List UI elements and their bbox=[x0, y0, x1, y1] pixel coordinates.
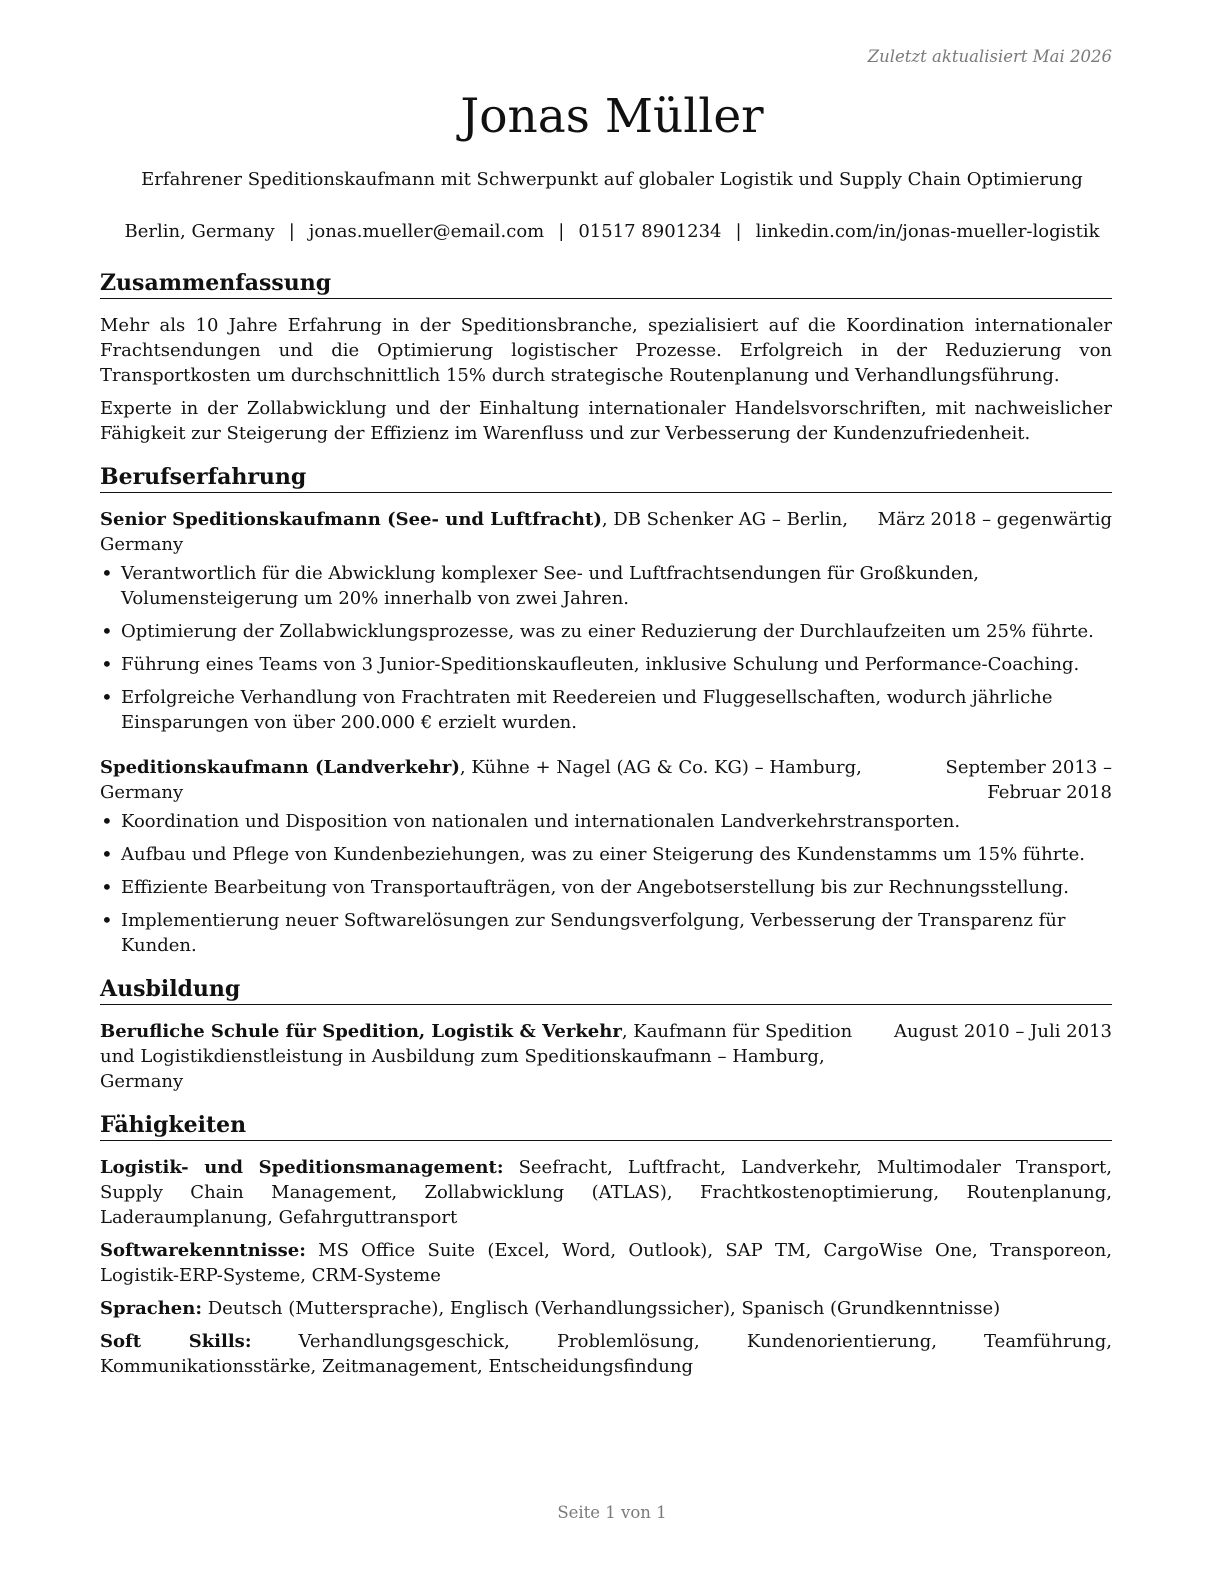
skill-group bbox=[100, 1155, 1112, 1230]
contact-linkedin[interactable]: linkedin.com/in/jonas-mueller-logistik bbox=[755, 221, 1100, 242]
job-bullet: • Führung eines Teams von 3 Junior-Speditionskaufleuten, inklusive Schulung und Performance-Coaching. bbox=[100, 652, 1112, 677]
contact-separator: | bbox=[288, 221, 295, 242]
job-bullet: • Effiziente Bearbeitung von Transportaufträgen, von der Angebotserstellung bis zur Rechnungsstellung. bbox=[100, 875, 1112, 900]
contact-separator: | bbox=[735, 221, 742, 242]
contact-email[interactable]: jonas.mueller@email.com bbox=[308, 221, 545, 242]
education-school: Berufliche Schule für Spedition, Logistik & Verkehr bbox=[100, 1021, 622, 1042]
skill-group-text: MS Office Suite (Excel, Word, Outlook), SAP TM, CargoWise One, Transporeon, Logistik-ERP-Systeme, CRM-Systeme bbox=[100, 1240, 1112, 1286]
last-updated-note: Zuletzt aktualisiert Mai 2026 bbox=[867, 47, 1112, 66]
summary-section bbox=[100, 268, 1112, 446]
skill-group-label: Softwarekenntnisse: bbox=[100, 1240, 306, 1261]
education-entry bbox=[100, 1019, 1112, 1094]
job-company: , Kühne + Nagel (AG & Co. KG) – Hamburg, Germany bbox=[100, 757, 862, 803]
job-bullet: • Optimierung der Zollabwicklungsprozesse, was zu einer Reduzierung der Durchlaufzeiten um 25% führte. bbox=[100, 619, 1112, 644]
skill-group-text: Deutsch (Muttersprache), Englisch (Verhandlungssicher), Spanisch (Grundkenntnisse) bbox=[201, 1298, 1001, 1319]
job-bullet: • Aufbau und Pflege von Kundenbeziehungen, was zu einer Steigerung des Kundenstamms um 15% führte. bbox=[100, 842, 1112, 867]
job-dates: September 2013 – Februar 2018 bbox=[945, 757, 1112, 803]
skill-group-text: Verhandlungsgeschick, Problemlösung, Kundenorientierung, Teamführung, Kommunikationsstärke, Zeitmanagement, Entscheidungsfindung bbox=[100, 1331, 1112, 1377]
job-bullet: • Erfolgreiche Verhandlung von Frachtraten mit Reedereien und Fluggesellschaften, wodurch jährliche Einsparungen von über 200.000 € erzielt wurden. bbox=[100, 685, 1112, 735]
job-bullet: • Verantwortlich für die Abwicklung komplexer See- und Luftfrachtsendungen für Großkunden, Volumensteigerung um 20% innerhalb von zwei Jahren. bbox=[100, 561, 1112, 611]
skill-group-label: Soft Skills: bbox=[100, 1331, 252, 1352]
resume-body bbox=[100, 268, 1112, 1387]
skill-group-label: Sprachen: bbox=[100, 1298, 202, 1319]
candidate-name: Jonas Müller bbox=[460, 89, 764, 144]
contact-phone: 01517 8901234 bbox=[578, 221, 722, 242]
page-number: Seite 1 von 1 bbox=[557, 1503, 667, 1522]
job-bullets bbox=[100, 809, 1112, 958]
tagline: Erfahrener Speditionskaufmann mit Schwerpunkt auf globaler Logistik und Supply Chain Optimierung bbox=[141, 169, 1083, 190]
job-dates: März 2018 – gegenwärtig bbox=[877, 509, 1112, 530]
contact-separator: | bbox=[558, 221, 565, 242]
contact-line bbox=[0, 219, 1224, 244]
section-title-experience: Berufserfahrung bbox=[100, 462, 1112, 493]
section-title-education: Ausbildung bbox=[100, 974, 1112, 1005]
education-dates: August 2010 – Juli 2013 bbox=[893, 1021, 1112, 1042]
summary-paragraph: Mehr als 10 Jahre Erfahrung in der Speditionsbranche, spezialisiert auf die Koordination internationaler Frachtsendungen und die Optimierung logistischer Prozesse. Erfolgreich in der Reduzierung von Transportkosten um durchschnittlich 15% durch strategische Routenplanung und Verhandlungsführung. bbox=[100, 315, 1112, 386]
job-bullet: • Koordination und Disposition von nationalen und internationalen Landverkehrstransporten. bbox=[100, 809, 1112, 834]
job-bullets bbox=[100, 561, 1112, 735]
education-section bbox=[100, 974, 1112, 1094]
job-entry bbox=[100, 507, 1112, 735]
contact-location: Berlin, Germany bbox=[124, 221, 275, 242]
job-entry bbox=[100, 755, 1112, 958]
skill-group bbox=[100, 1329, 1112, 1379]
section-title-skills: Fähigkeiten bbox=[100, 1110, 1112, 1141]
section-title-summary: Zusammenfassung bbox=[100, 268, 1112, 299]
experience-section bbox=[100, 462, 1112, 958]
job-company: , DB Schenker AG – Berlin, Germany bbox=[100, 509, 848, 555]
skill-group-label: Logistik- und Speditionsmanagement: bbox=[100, 1157, 504, 1178]
skill-group bbox=[100, 1296, 1112, 1321]
skills-section bbox=[100, 1110, 1112, 1379]
job-role: Senior Speditionskaufmann (See- und Luftfracht) bbox=[100, 509, 602, 530]
job-header bbox=[100, 755, 1112, 805]
job-header bbox=[100, 507, 1112, 557]
summary-paragraph: Experte in der Zollabwicklung und der Einhaltung internationaler Handelsvorschriften, mit nachweislicher Fähigkeit zur Steigerung der Effizienz im Warenfluss und zur Verbesserung der Kundenzufriedenheit. bbox=[100, 398, 1112, 444]
skill-group-text: Seefracht, Luftfracht, Landverkehr, Multimodaler Transport, Supply Chain Management, Zollabwicklung (ATLAS), Frachtkostenoptimierung, Routenplanung, Laderaumplanung, Gefahrguttransport bbox=[100, 1157, 1112, 1228]
job-role: Speditionskaufmann (Landverkehr) bbox=[100, 757, 460, 778]
skill-group bbox=[100, 1238, 1112, 1288]
job-bullet: • Implementierung neuer Softwarelösungen zur Sendungsverfolgung, Verbesserung der Transparenz für Kunden. bbox=[100, 908, 1112, 958]
education-detail: , Kaufmann für Spedition und Logistikdienstleistung in Ausbildung zum Speditionskaufmann – Hamburg, Germany bbox=[100, 1021, 853, 1092]
